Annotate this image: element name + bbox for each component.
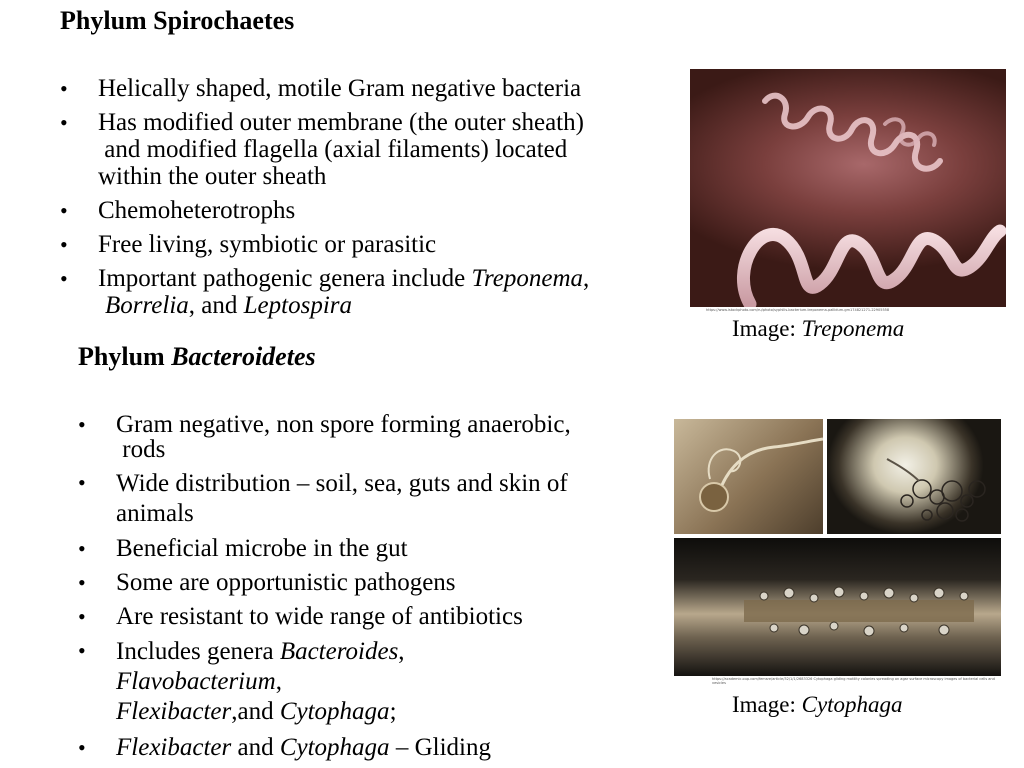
treponema-spiral-illustration [690, 69, 1006, 307]
bacteroidetes-bullet-list [78, 411, 668, 768]
bullet-marker: • [78, 536, 86, 561]
cytophaga-filament-illustration [674, 538, 1001, 676]
list-item: • Helically shaped, motile Gram negative bacteria [60, 75, 582, 102]
bullet-marker: • [60, 266, 68, 291]
bullet-marker: • [60, 76, 68, 101]
bacteroidetes-heading: Phylum Bacteroidetes [78, 342, 316, 371]
spirochaetes-heading: Phylum Spirochaetes [60, 6, 295, 35]
list-item: • Free living, symbiotic or parasitic [60, 231, 437, 258]
bullet-marker: • [60, 198, 68, 223]
bullet-marker: • [60, 232, 68, 257]
cytophaga-image-panel-3 [674, 538, 1001, 676]
list-item: • Includes genera Bacteroides, Flavobacterium, Flexibacter,and Cytophaga; [78, 638, 405, 725]
cytophaga-cell-illustration [674, 419, 823, 534]
bullet-marker: • [78, 570, 86, 595]
cytophaga-image-panel-1 [674, 419, 823, 534]
bullet-marker: • [78, 412, 86, 437]
cytophaga-image-credit: https://academic.oup.com/femsre/article/32/1/1/2683326 Cytophaga gliding motility colonies spreading on agar surface microscopy images of bacterial cells and vesicles [712, 677, 995, 685]
bullet-marker: • [60, 110, 68, 135]
list-item: • Some are opportunistic pathogens [78, 569, 456, 596]
treponema-image [690, 69, 1006, 307]
treponema-image-credit: https://www.istockphoto.com/ru/photo/syphilis-bacterium-treponema-pallidum-gm174821271-22905558 [706, 308, 890, 312]
list-item: • Flexibacter and Cytophaga – Gliding [78, 734, 491, 761]
list-item: • Chemoheterotrophs [60, 197, 296, 224]
list-item: • Wide distribution – soil, sea, guts and skin of animals [78, 470, 568, 527]
bullet-marker: • [78, 470, 86, 495]
bullet-marker: • [78, 604, 86, 629]
treponema-image-caption: Image: Treponema [732, 316, 905, 341]
cytophaga-image-panel-2 [827, 419, 1001, 534]
bullet-marker: • [78, 638, 86, 663]
list-item: • Important pathogenic genera include Treponema, Borrelia, and Leptospira [60, 265, 590, 319]
list-item: • Gram negative, non spore forming anaerobic, rods [78, 411, 571, 463]
list-item: • Are resistant to wide range of antibiotics [78, 603, 523, 630]
spirochaetes-bullet-list [60, 75, 680, 326]
list-item: • Has modified outer membrane (the outer sheath) and modified flagella (axial filaments) located within the outer sheath [60, 109, 584, 190]
cytophaga-colony-illustration [827, 419, 1001, 534]
bullet-marker: • [78, 735, 86, 760]
cytophaga-image-caption: Image: Cytophaga [732, 692, 903, 717]
list-item: • Beneficial microbe in the gut [78, 535, 408, 562]
